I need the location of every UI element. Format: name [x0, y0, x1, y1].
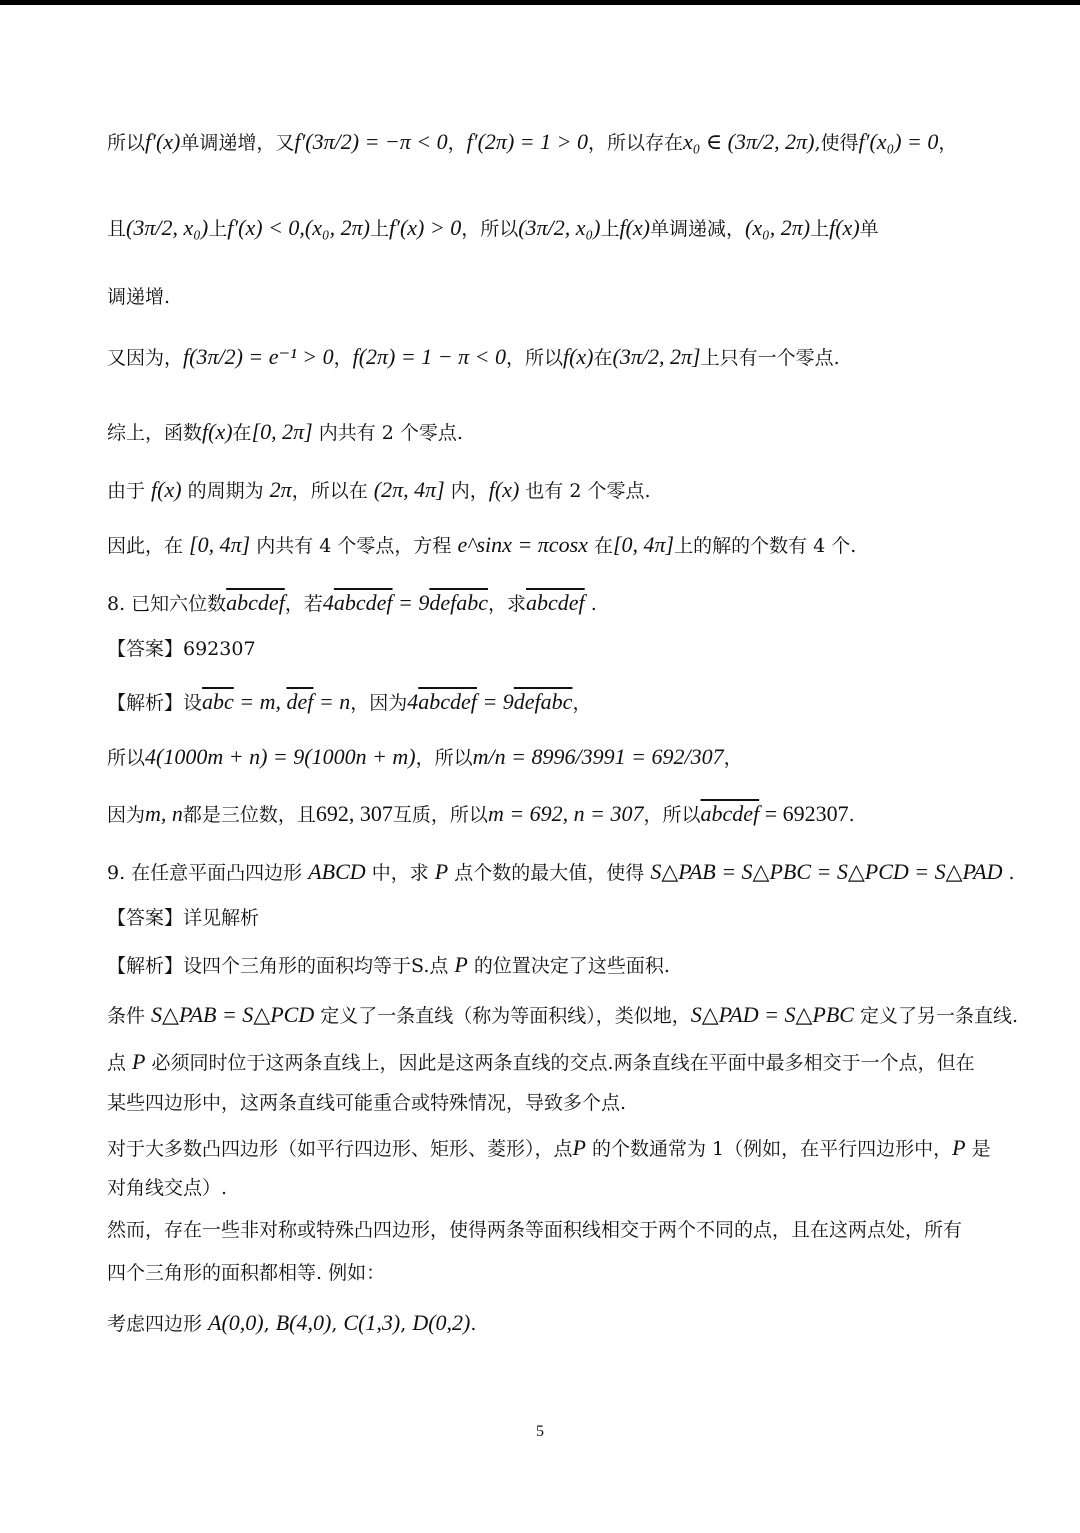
text-segment: 点个数的最大值，使得: [448, 862, 651, 884]
text-segment: ，所以: [461, 218, 519, 240]
page-number: 5: [536, 1423, 544, 1440]
math-expression: ABCD: [308, 859, 366, 884]
text-line: [107, 531, 977, 559]
math-expression: e^sinx = πcosx: [457, 532, 588, 557]
text-segment: 中，求: [365, 862, 435, 884]
text-segment: 都是三位数，且: [182, 804, 316, 826]
math-expression: [0, 2π]: [251, 419, 313, 444]
text-segment: 上: [810, 218, 830, 240]
text-segment: 条件: [107, 1005, 152, 1027]
text-segment: ，: [723, 747, 743, 769]
text-segment: 【解析】设四个三角形的面积均等于S.点: [107, 955, 455, 977]
text-segment: 单调递减，: [649, 218, 745, 240]
math-expression: f′(x) > 0: [389, 215, 462, 240]
text-line: [107, 688, 977, 716]
text-segment: 然而，存在一些非对称或特殊凸四边形，使得两条等面积线相交于两个不同的点，且在这两点处，所有: [107, 1219, 963, 1241]
math-expression: (x₀, 2π): [304, 215, 371, 240]
text-segment: 上只有一个零点.: [700, 347, 840, 369]
text-segment: ，: [447, 132, 467, 154]
text-segment: .: [1002, 862, 1015, 884]
overlined-number: defabc: [429, 590, 489, 615]
text-segment: 【解析】设: [107, 692, 203, 714]
text-segment: 上的解的个数有 4 个.: [674, 535, 857, 557]
text-segment: 【答案】详见解析: [107, 907, 260, 929]
math-expression: P: [434, 859, 449, 884]
text-segment: 内，: [444, 480, 489, 502]
math-expression: f′(x): [145, 129, 181, 154]
math-expression: B(4,0): [275, 1310, 332, 1335]
math-expression: = 9: [476, 689, 514, 714]
text-segment: 的周期为: [181, 480, 270, 502]
text-segment: 8. 已知六位数: [107, 593, 227, 615]
text-segment: 某些四边形中，这两条直线可能重合或特殊情况，导致多个点.: [107, 1092, 627, 1114]
math-expression: = n: [313, 689, 351, 714]
text-segment: 且: [107, 218, 127, 240]
math-expression: m, n: [145, 801, 183, 826]
math-expression: f(x): [151, 477, 182, 502]
text-segment: 必须同时位于这两条直线上，因此是这两条直线的交点.两条直线在平面中最多相交于一个点，但在: [145, 1052, 975, 1074]
text-segment: 综上，函数: [107, 422, 203, 444]
math-expression: [0, 4π]: [612, 532, 675, 557]
math-expression: D(0,2): [412, 1310, 471, 1335]
text-segment: ，因为: [350, 692, 408, 714]
math-expression: f′(x) < 0,: [227, 215, 305, 240]
text-line: [107, 1048, 977, 1076]
math-expression: = 9: [392, 590, 430, 615]
question-line: [107, 858, 1015, 886]
text-segment: 是: [965, 1138, 991, 1160]
text-segment: .: [470, 1313, 477, 1335]
text-segment: 因为: [107, 804, 146, 826]
overlined-number: $\overline{def}$: [286, 689, 314, 714]
text-segment: 由于: [107, 480, 152, 502]
text-segment: ，所以存在: [587, 132, 683, 154]
text-segment: ，所以: [505, 347, 563, 369]
text-segment: 也有 2 个零点.: [519, 480, 651, 502]
math-expression: P: [572, 1135, 586, 1160]
text-segment: ，所以在: [291, 480, 374, 502]
math-expression: 2π: [269, 477, 292, 502]
text-segment: 单: [859, 218, 879, 240]
text-segment: 定义了一条直线（称为等面积线），类似地，: [314, 1005, 691, 1027]
text-segment: 所以: [107, 747, 146, 769]
text-line: [107, 1219, 977, 1243]
math-expression: f′(2π) = 1 > 0: [466, 129, 588, 154]
text-segment: 在: [593, 347, 613, 369]
math-expression: P: [132, 1049, 146, 1074]
math-expression: f′(3π/2) = −π < 0: [294, 129, 448, 154]
text-segment: 考虑四边形: [107, 1313, 209, 1335]
text-line: [107, 286, 977, 310]
text-segment: 点: [107, 1052, 133, 1074]
text-segment: 对于大多数凸四边形（如平行四边形、矩形、菱形），点: [107, 1138, 573, 1160]
text-segment: 定义了另一条直线.: [853, 1005, 1019, 1027]
overlined-number: abcdef: [700, 801, 760, 826]
overlined-number: defabc: [513, 689, 573, 714]
text-line: [107, 214, 977, 242]
text-segment: 【答案】692307: [107, 638, 256, 660]
text-line: [107, 951, 977, 979]
overlined-number: abcdef: [333, 590, 393, 615]
math-expression: f(x): [488, 477, 520, 502]
math-expression: S△PAD = S△PBC: [690, 1002, 854, 1027]
text-line: [107, 743, 977, 771]
text-segment: ，若: [284, 593, 323, 615]
text-line: [107, 343, 977, 371]
overlined-number: abcdef: [226, 590, 285, 615]
text-line: [107, 418, 977, 446]
text-line: [107, 1134, 991, 1162]
text-segment: ，: [938, 132, 958, 154]
text-segment: 9. 在任意平面凸四边形: [107, 862, 309, 884]
math-expression: f(x): [829, 215, 860, 240]
overlined-number: $\overline{abc}$: [202, 689, 234, 714]
math-expression: A(0,0): [208, 1310, 264, 1335]
text-segment: 的位置决定了这些面积.: [467, 955, 670, 977]
text-segment: 上: [600, 218, 620, 240]
answer-line: [107, 638, 977, 662]
math-expression: f(2π) = 1 − π < 0: [352, 344, 506, 369]
math-expression: (3π/2, x₀): [126, 215, 209, 240]
math-expression: C(1,3): [343, 1310, 401, 1335]
math-expression: (3π/2, x₀): [518, 215, 601, 240]
text-segment: ,: [263, 1313, 276, 1335]
text-segment: 四个三角形的面积都相等. 例如：: [107, 1262, 386, 1284]
math-expression: P: [454, 952, 468, 977]
math-expression: P: [952, 1135, 966, 1160]
math-expression: f(x): [202, 419, 233, 444]
math-expression: f(x): [562, 344, 594, 369]
text-segment: 又因为，: [107, 347, 184, 369]
text-segment: 对角线交点）.: [107, 1177, 228, 1199]
text-segment: 上: [370, 218, 390, 240]
overlined-number: abcdef: [526, 590, 585, 615]
math-expression: (2π, 4π]: [373, 477, 445, 502]
text-line: [107, 1001, 1019, 1029]
text-segment: ，: [572, 692, 592, 714]
text-segment: ，所以: [415, 747, 473, 769]
text-segment: ,: [400, 1313, 413, 1335]
text-line: [107, 1262, 977, 1286]
text-segment: .: [584, 593, 597, 615]
text-segment: 上: [208, 218, 228, 240]
fraction-expression: m/n = 8996/3991 = 692/307: [472, 744, 724, 769]
math-expression: m = 692, n = 307: [487, 801, 644, 826]
text-segment: ，求: [488, 593, 527, 615]
text-line: [107, 1177, 977, 1201]
text-segment: 内共有 2 个零点.: [312, 422, 463, 444]
math-expression: f(x): [619, 215, 650, 240]
math-expression: = m,: [233, 689, 287, 714]
math-expression: 4: [407, 689, 419, 714]
math-expression: 4(1000m + n) = 9(1000n + m): [145, 744, 416, 769]
text-line: [107, 1309, 977, 1337]
text-line: [107, 800, 977, 828]
text-segment: .: [848, 804, 855, 826]
text-segment: ，所以: [643, 804, 701, 826]
text-segment: ,使得: [814, 132, 859, 154]
math-expression: f′(x₀) = 0: [858, 129, 939, 154]
math-expression: 692, 307: [315, 801, 393, 826]
math-expression: 4: [322, 590, 334, 615]
math-expression: = 692307: [759, 801, 849, 826]
overlined-number: abcdef: [418, 689, 477, 714]
text-segment: 因此，在: [107, 535, 190, 557]
text-segment: 所以: [107, 132, 146, 154]
math-expression: f(3π/2) = e⁻¹ > 0: [183, 344, 334, 369]
math-expression: S△PAB = S△PBC = S△PCD = S△PAD: [650, 859, 1003, 884]
text-line: [107, 476, 977, 504]
text-line: [107, 128, 977, 156]
math-expression: x₀ ∈ (3π/2, 2π): [682, 129, 815, 154]
math-expression: [0, 4π]: [189, 532, 251, 557]
math-expression: S△PAB = S△PCD: [151, 1002, 315, 1027]
math-expression: (x₀, 2π): [745, 215, 811, 240]
text-segment: 内共有 4 个零点，方程: [250, 535, 458, 557]
text-line: [107, 1092, 977, 1116]
text-segment: 单调递增，又: [180, 132, 295, 154]
text-segment: 在: [587, 535, 613, 557]
answer-line: [107, 907, 977, 931]
math-expression: (3π/2, 2π]: [612, 344, 701, 369]
text-segment: ,: [331, 1313, 344, 1335]
text-segment: ，: [333, 347, 353, 369]
text-line: [107, 589, 977, 617]
text-segment: 在: [232, 422, 252, 444]
text-segment: 互质，所以: [392, 804, 488, 826]
text-segment: 的个数通常为 1（例如，在平行四边形中，: [585, 1138, 953, 1160]
text-segment: 调递增.: [107, 286, 171, 308]
